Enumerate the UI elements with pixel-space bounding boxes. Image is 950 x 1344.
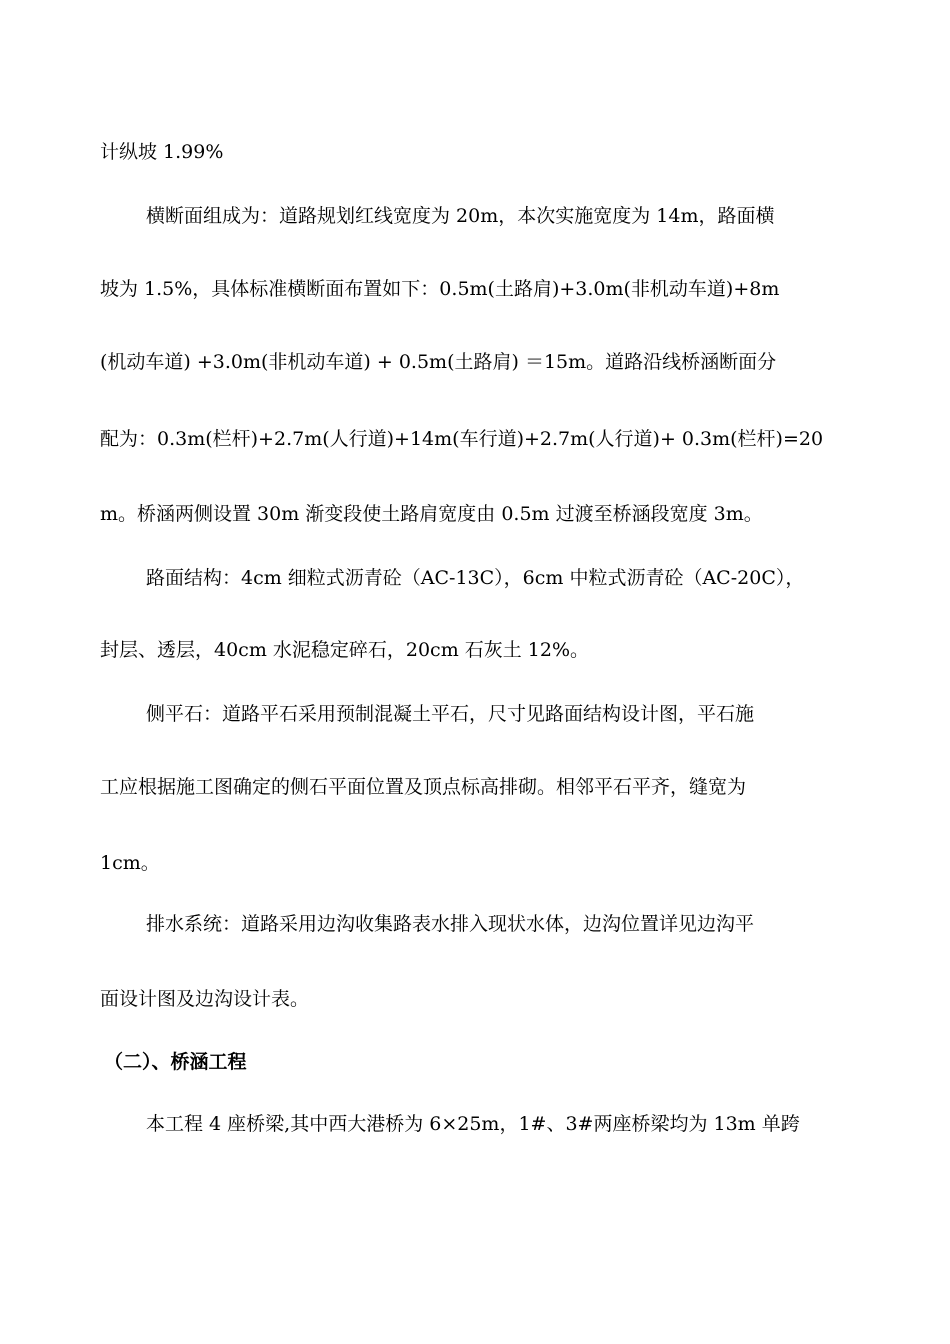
text-line: m。桥涵两侧设置 30m 渐变段使土路肩宽度由 0.5m 过渡至桥涵段宽度 3m。 (100, 503, 763, 525)
paragraph-start-line: 侧平石：道路平石采用预制混凝土平石，尺寸见路面结构设计图，平石施 (146, 703, 755, 725)
text-line: 面设计图及边沟设计表。 (100, 988, 310, 1010)
text-line: 坡为 1.5%，具体标准横断面布置如下：0.5m(土路肩)+3.0m(非机动车道)+8m (100, 278, 780, 300)
paragraph-start-line: 横断面组成为：道路规划红线宽度为 20m，本次实施宽度为 14m，路面横 (146, 205, 775, 227)
text-line: 工应根据施工图确定的侧石平面位置及顶点标高排砌。相邻平石平齐，缝宽为 (100, 776, 747, 798)
text-line: 封层、透层，40cm 水泥稳定碎石，20cm 石灰土 12%。 (100, 639, 590, 661)
text-line: (机动车道) +3.0m(非机动车道) + 0.5m(土路肩) ＝15m。道路沿线桥涵断面分 (100, 351, 777, 373)
text-line: 配为：0.3m(栏杆)+2.7m(人行道)+14m(车行道)+2.7m(人行道)+ 0.3m(栏杆)=20 (100, 428, 824, 450)
paragraph-start-line: 路面结构：4cm 细粒式沥青砼（AC-13C），6cm 中粒式沥青砼（AC-20C）， (146, 567, 805, 589)
text-line: 计纵坡 1.99% (100, 141, 224, 163)
paragraph-start-line: 排水系统：道路采用边沟收集路表水排入现状水体，边沟位置详见边沟平 (146, 913, 755, 935)
paragraph-start-line: 本工程 4 座桥梁,其中西大港桥为 6×25m，1#、3#两座桥梁均为 13m 单跨 (146, 1113, 800, 1135)
text-line: 1cm。 (100, 852, 160, 874)
section-heading: （二）、桥涵工程 (104, 1051, 247, 1073)
